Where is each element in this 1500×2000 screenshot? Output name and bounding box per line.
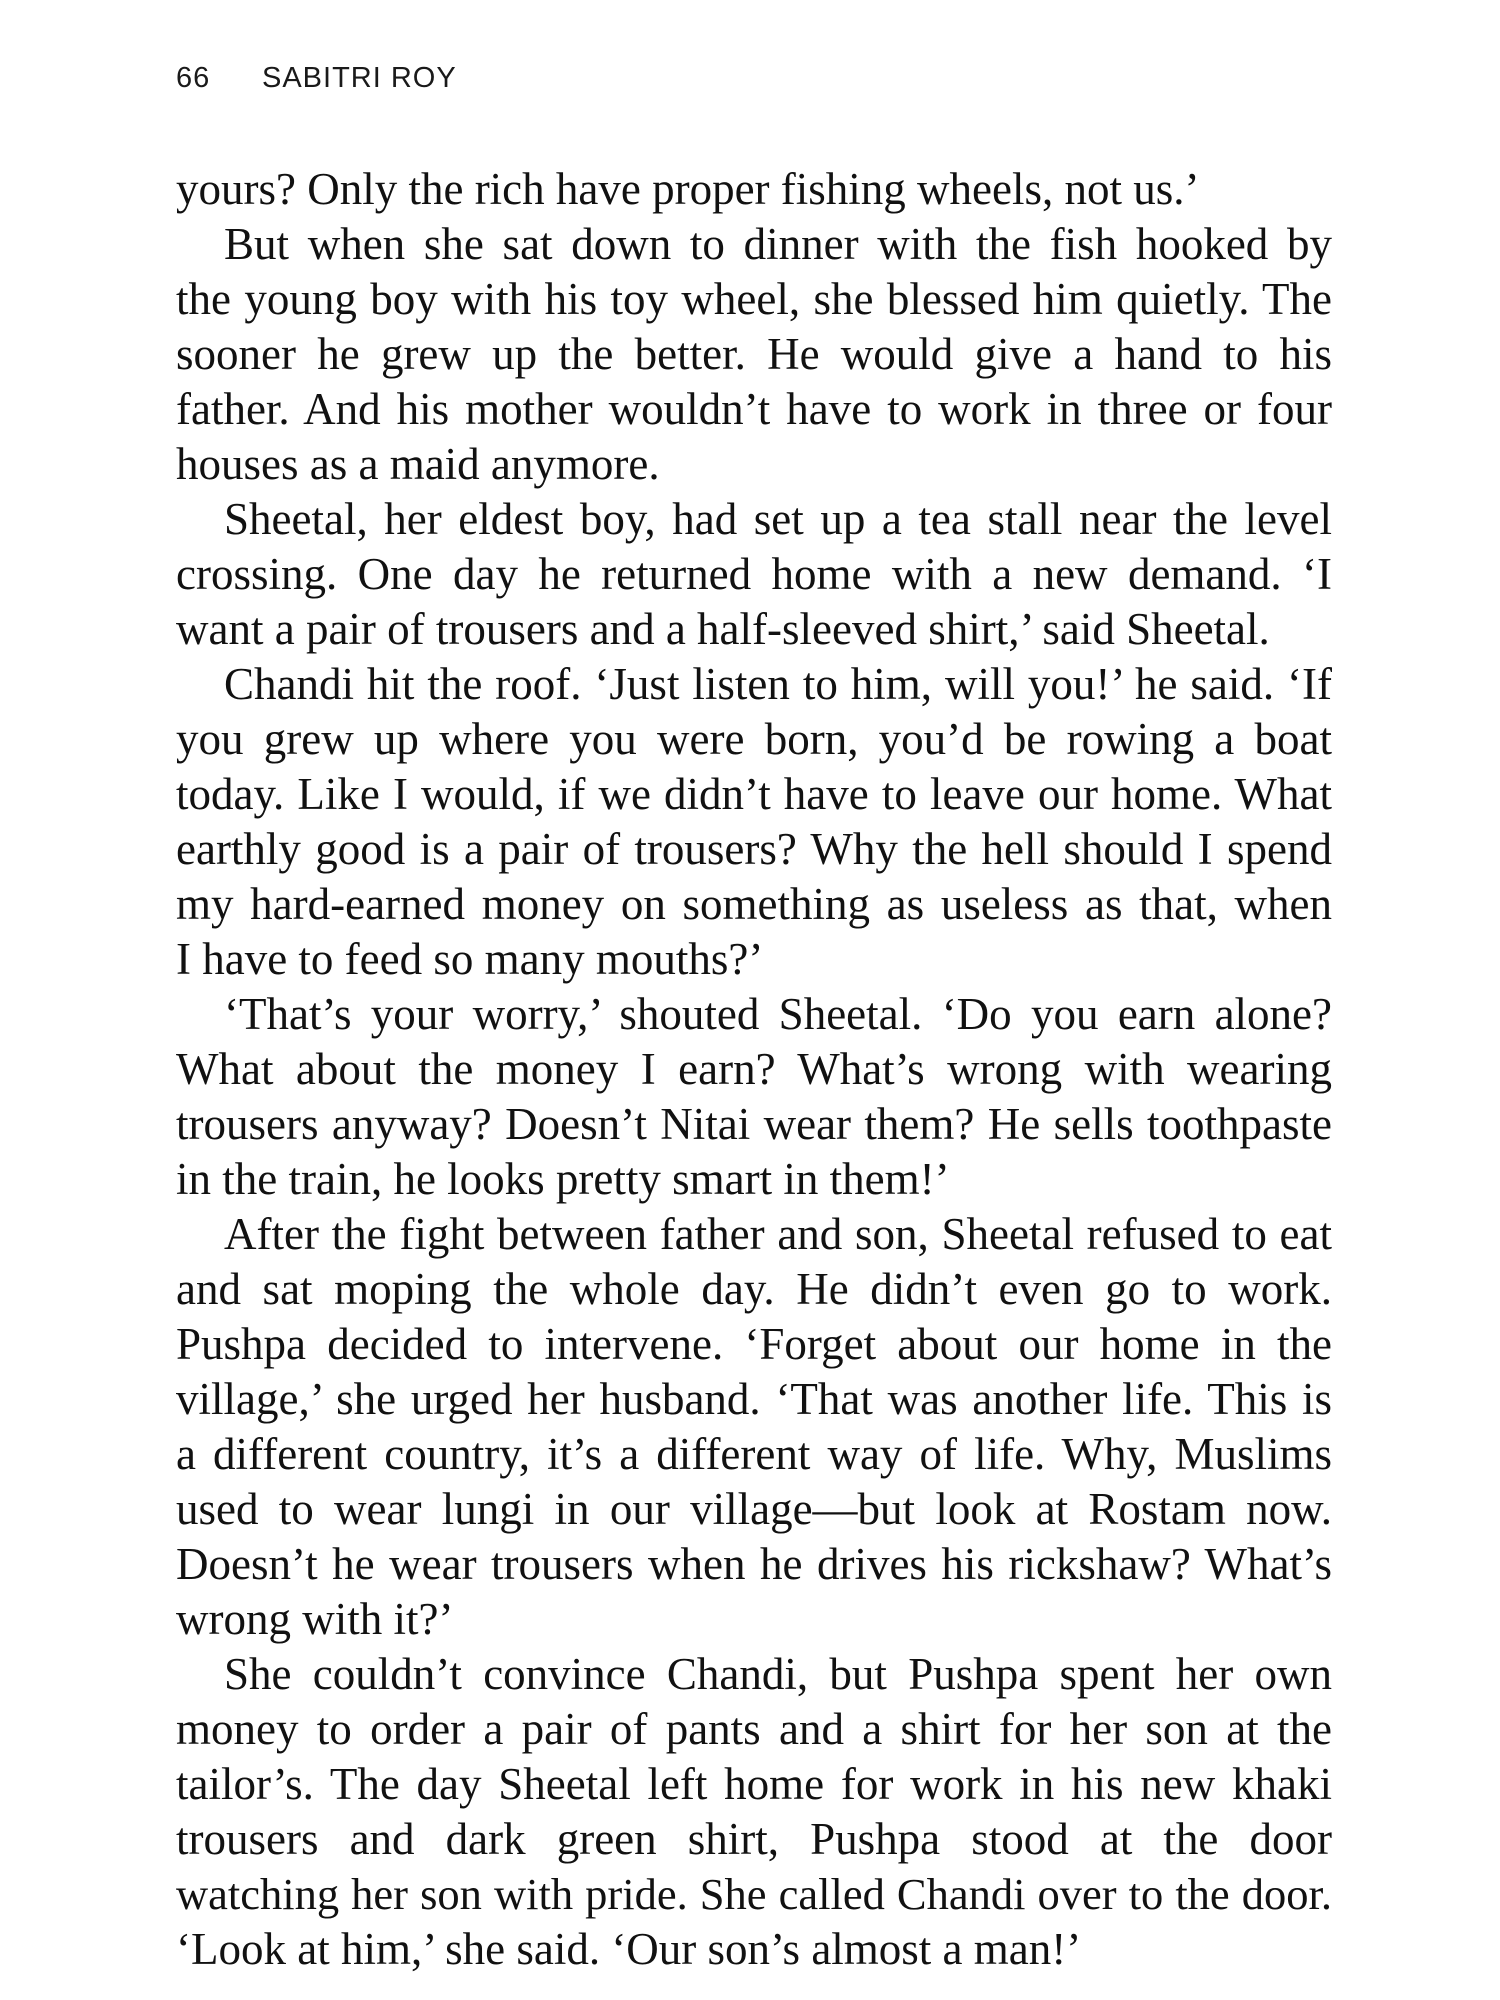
text-line: money to order a pair of pants and a shirt for her son at the (176, 1704, 1332, 1754)
text-line: yours? Only the rich have proper fishing wheels, not us.’ (176, 164, 1200, 214)
text-line: I have to feed so many mouths?’ (176, 934, 764, 984)
text-line: Doesn’t he wear trousers when he drives his rickshaw? What’s (176, 1539, 1332, 1589)
text-line: the young boy with his toy wheel, she blessed him quietly. The (176, 274, 1332, 324)
text-line: you grew up where you were born, you’d be rowing a boat (176, 714, 1332, 764)
text-line: houses as a maid anymore. (176, 439, 660, 489)
text-line: a different country, it’s a different way of life. Why, Muslims (176, 1429, 1332, 1479)
text-line: crossing. One day he returned home with a new demand. ‘I (176, 549, 1332, 599)
text-line: want a pair of trousers and a half-sleeved shirt,’ said Sheetal. (176, 604, 1270, 654)
text-line: today. Like I would, if we didn’t have to leave our home. What (176, 769, 1332, 819)
text-line: What about the money I earn? What’s wrong with wearing (176, 1044, 1332, 1094)
body-text (176, 162, 1332, 1977)
text-line: and sat moping the whole day. He didn’t even go to work. (176, 1264, 1332, 1314)
text-line: Chandi hit the roof. ‘Just listen to him, will you!’ he said. ‘If (224, 659, 1332, 709)
text-line: ‘That’s your worry,’ shouted Sheetal. ‘Do you earn alone? (224, 989, 1332, 1039)
text-line: earthly good is a pair of trousers? Why the hell should I spend (176, 824, 1332, 874)
text-line: After the fight between father and son, Sheetal refused to eat (224, 1209, 1332, 1259)
text-line: sooner he grew up the better. He would give a hand to his (176, 329, 1332, 379)
text-line: Sheetal, her eldest boy, had set up a tea stall near the level (224, 494, 1332, 544)
text-line: ‘Look at him,’ she said. ‘Our son’s almost a man!’ (176, 1924, 1082, 1974)
text-line: used to wear lungi in our village—but look at Rostam now. (176, 1484, 1332, 1534)
text-line: She couldn’t convince Chandi, but Pushpa spent her own (224, 1649, 1332, 1699)
running-title: SABITRI ROY (262, 62, 457, 94)
text-line: village,’ she urged her husband. ‘That was another life. This is (176, 1374, 1332, 1424)
page-number: 66 (176, 62, 211, 94)
text-line: wrong with it?’ (176, 1594, 454, 1644)
text-line: But when she sat down to dinner with the fish hooked by (224, 219, 1332, 269)
text-line: watching her son with pride. She called Chandi over to the door. (176, 1869, 1332, 1919)
text-line: trousers anyway? Doesn’t Nitai wear them? He sells toothpaste (176, 1099, 1332, 1149)
text-line: father. And his mother wouldn’t have to work in three or four (176, 384, 1332, 434)
text-line: my hard-earned money on something as useless as that, when (176, 879, 1332, 929)
text-line: tailor’s. The day Sheetal left home for work in his new khaki (176, 1759, 1332, 1809)
text-line: in the train, he looks pretty smart in them!’ (176, 1154, 950, 1204)
text-line: Pushpa decided to intervene. ‘Forget about our home in the (176, 1319, 1332, 1369)
text-line: trousers and dark green shirt, Pushpa stood at the door (176, 1814, 1332, 1864)
running-header (176, 62, 457, 95)
